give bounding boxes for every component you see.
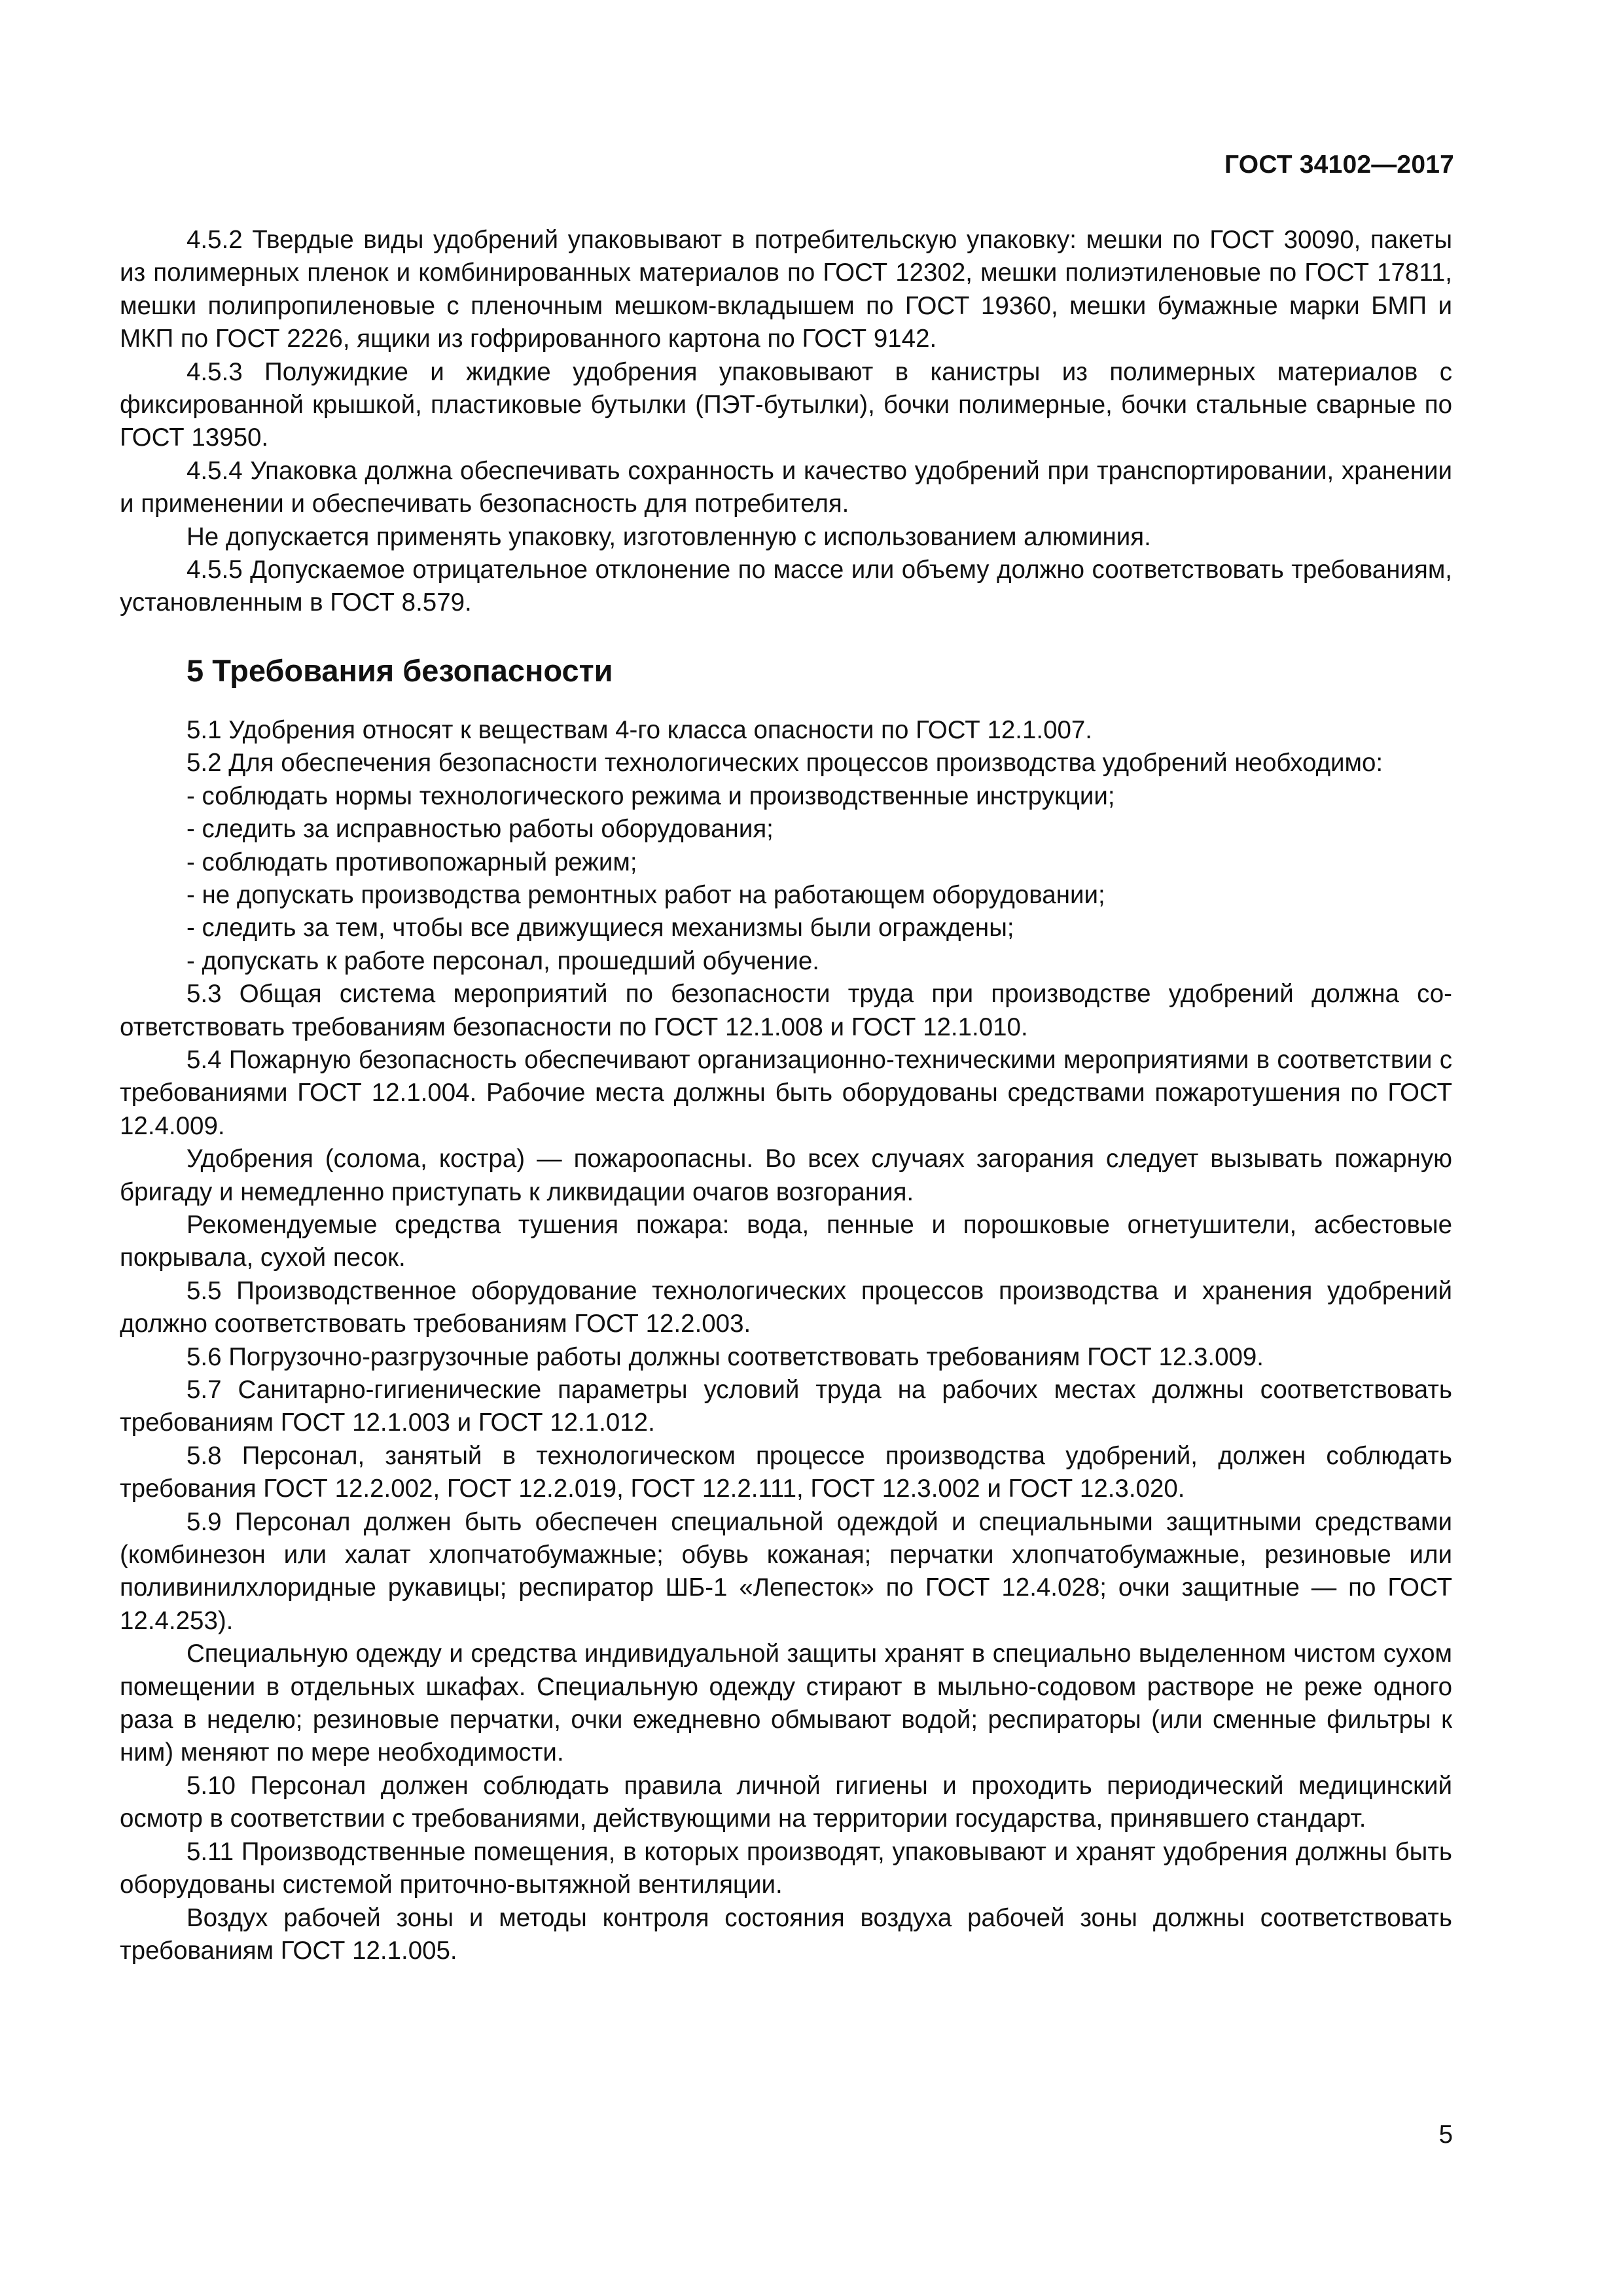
list-item: - соблюдать нормы технологического режима и производственные инструкции; — [187, 781, 1115, 810]
list-item: - соблюдать противопожарный режим; — [187, 848, 637, 876]
paragraph-5-9-storage: Специальную одежду и средства индивидуальной защиты хранят в специально выделенном чистом сухом помещении в отдельных шкафах. Специальную одежду стирают в мыльно-содовом растворе не реже одного раза в неделю; резиновые перчатки, очки ежедневно обмывают водой; респираторы (или сменные фильтры к ним) меняют по мере необходимости. — [120, 1640, 1452, 1767]
paragraph-5-9: 5.9 Персонал должен быть обеспечен специальной одеждой и специальными защитными средствами (комбинезон или халат хлопчатобумажные; обувь кожаная; перчатки хлопчатобумажные, резиновые или поливинилхлоридные рукавицы; респиратор ШБ-1 «Лепесток» по ГОСТ 12.4.028; очки защитные — по ГОСТ 12.4.253). — [120, 1507, 1452, 1635]
page-body — [120, 224, 1452, 1967]
paragraph-5-11: 5.11 Производственные помещения, в которых производят, упаковывают и хранят удобрения должны быть оборудованы системой приточно-вытяжной вентиляции. — [120, 1837, 1452, 1899]
paragraph-5-4-fire-hazard: Удобрения (солома, костра) — пожароопасны. Во всех случаях загорания следует вызывать пожарную бригаду и немедленно приступать к ликвидации очагов возгорания. — [120, 1145, 1452, 1206]
paragraph-5-5: 5.5 Производственное оборудование технологических процессов производства и хранения удобрений должно соответствовать требованиям ГОСТ 12.2.003. — [120, 1276, 1452, 1338]
document-code-header: ГОСТ 34102—2017 — [1224, 151, 1454, 179]
paragraph-4-5-5: 4.5.5 Допускаемое отрицательное отклонение по массе или объему должно соответствовать требованиям, установленным в ГОСТ 8.579. — [120, 556, 1452, 617]
list-item: - следить за исправностью работы оборудования; — [187, 815, 774, 844]
list-item: - не допускать производства ремонтных работ на работающем оборудовании; — [187, 880, 1105, 909]
paragraph-5-4: 5.4 Пожарную безопасность обеспечивают организационно-техническими мероприятиями в соответствии с требованиями ГОСТ 12.1.004. Рабочие места должны быть оборудованы средствами пожаротушения по ГОСТ 12.4.009. — [120, 1045, 1452, 1140]
paragraph-4-5-4: 4.5.4 Упаковка должна обеспечивать сохранность и качество удобрений при транспортировании, хранении и применении и обеспечивать безопасность для потребителя. — [120, 456, 1452, 518]
section-5-title: 5 Требования безопасности — [187, 653, 613, 688]
list-item: - следить за тем, чтобы все движущиеся механизмы были ограждены; — [187, 914, 1014, 942]
safety-requirements-list — [120, 780, 1452, 978]
paragraph-4-5-4-note: Не допускается применять упаковку, изготовленную с использованием алюминия. — [187, 522, 1151, 551]
paragraph-5-2: 5.2 Для обеспечения безопасности технологических процессов производства удобрений необходимо: — [187, 749, 1383, 778]
paragraph-5-11-air: Воздух рабочей зоны и методы контроля состояния воздуха рабочей зоны должны соответствовать требованиям ГОСТ 12.1.005. — [120, 1903, 1452, 1965]
paragraph-5-6: 5.6 Погрузочно-разгрузочные работы должны соответствовать требованиям ГОСТ 12.3.009. — [187, 1342, 1264, 1371]
paragraph-5-8: 5.8 Персонал, занятый в технологическом процессе производства удобрений, должен соблюдать требования ГОСТ 12.2.002, ГОСТ 12.2.019, ГОСТ 12.2.111, ГОСТ 12.3.002 и ГОСТ 12.3.020. — [120, 1441, 1452, 1503]
paragraph-5-4-extinguishing: Рекомендуемые средства тушения пожара: вода, пенные и порошковые огнетушители, асбестовые покрывала, сухой песок. — [120, 1210, 1452, 1272]
paragraph-5-10: 5.10 Персонал должен соблюдать правила личной гигиены и проходить периодический медицинский осмотр в соответствии с требованиями, действующими на территории государства, принявшего стандарт. — [120, 1771, 1452, 1833]
paragraph-5-7: 5.7 Санитарно-гигиенические параметры условий труда на рабочих местах должны соответствовать требованиям ГОСТ 12.1.003 и ГОСТ 12.1.012. — [120, 1376, 1452, 1437]
paragraph-4-5-3: 4.5.3 Полужидкие и жидкие удобрения упаковывают в канистры из полимерных материалов с фиксированной крышкой, пластиковые бутылки (ПЭТ-бутылки), бочки полимерные, бочки стальные сварные по ГОСТ 13950. — [120, 357, 1452, 452]
paragraph-4-5-2: 4.5.2 Твердые виды удобрений упаковывают в потребительскую упаковку: мешки по ГОСТ 30090, пакеты из полимерных пленок и комбинированных материалов по ГОСТ 12302, мешки полиэтиленовые по ГОСТ 17811, мешки полипропиленовые с пленочным мешком-вкладышем по ГОСТ 19360, мешки бумажные марки БМП и МКП по ГОСТ 2226, ящики из гофрированного картона по ГОСТ 9142. — [120, 226, 1452, 353]
list-item: - допускать к работе персонал, прошедший обучение. — [187, 946, 819, 975]
paragraph-5-1: 5.1 Удобрения относят к веществам 4-го класса опасности по ГОСТ 12.1.007. — [187, 715, 1093, 744]
page-number: 5 — [1438, 2121, 1453, 2149]
paragraph-5-3: 5.3 Общая система мероприятий по безопасности труда при производстве удобрений должна соответствовать требованиям безопасности по ГОСТ 12.1.008 и ГОСТ 12.1.010. — [120, 980, 1452, 1041]
